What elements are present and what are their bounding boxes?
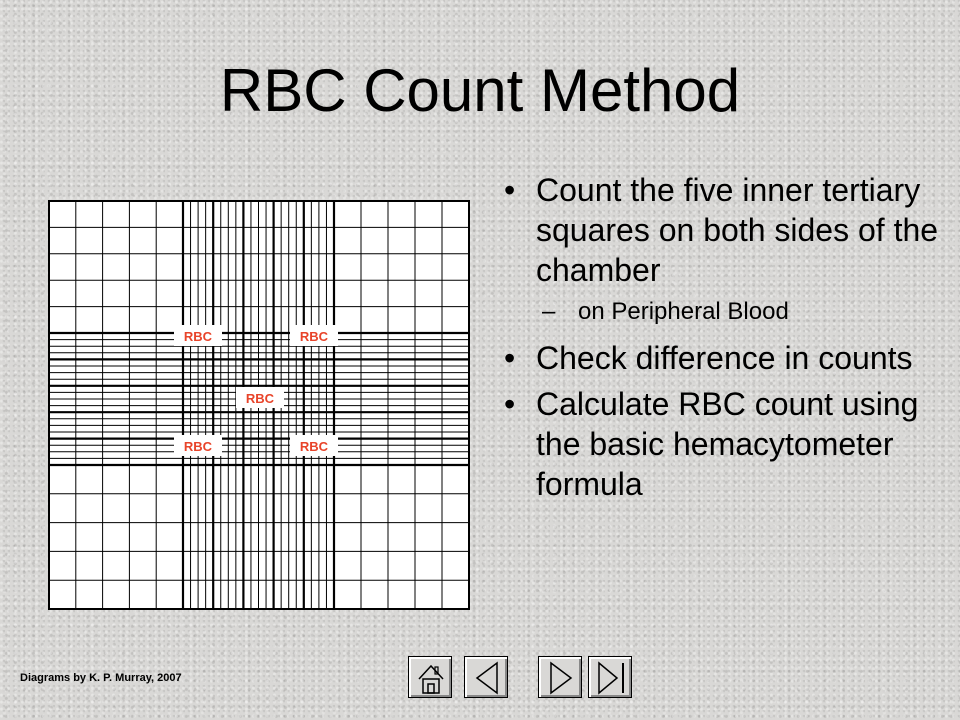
next-button[interactable] — [538, 656, 582, 698]
sub-bullet-text: on Peripheral Blood — [578, 298, 789, 325]
bullet-marker: • — [504, 172, 516, 208]
home-button[interactable] — [408, 656, 452, 698]
rbc-label-top-right: RBC — [299, 329, 329, 344]
bullet-text: Check difference in counts — [536, 340, 913, 376]
rbc-label-center: RBC — [245, 391, 275, 406]
previous-button[interactable] — [464, 656, 508, 698]
previous-icon — [465, 657, 509, 699]
bullet-marker: • — [504, 340, 516, 376]
rbc-label-bottom-right: RBC — [299, 439, 329, 454]
next-icon — [539, 657, 583, 699]
bullet-check-difference — [500, 338, 940, 378]
hemacytometer-grid-diagram — [48, 200, 470, 610]
last-button[interactable] — [588, 656, 632, 698]
bullet-list — [500, 170, 940, 510]
home-icon — [409, 657, 453, 699]
rbc-label-top-left: RBC — [183, 329, 213, 344]
rbc-label-bottom-left: RBC — [183, 439, 213, 454]
bullet-text: Count the five inner tertiary squares on both sides of the chamber — [536, 172, 939, 288]
slide-title: RBC Count Method — [219, 57, 741, 124]
sub-bullet-marker: – — [542, 298, 556, 325]
bullet-marker: • — [504, 386, 516, 422]
bullet-calculate — [500, 384, 940, 504]
bullet-count-squares — [500, 170, 940, 290]
diagram-credit: Diagrams by K. P. Murray, 2007 — [20, 672, 182, 684]
last-icon — [589, 657, 633, 699]
bullet-text: Calculate RBC count using the basic hemacytometer formula — [536, 386, 919, 502]
sub-bullet-peripheral-blood — [500, 296, 940, 328]
